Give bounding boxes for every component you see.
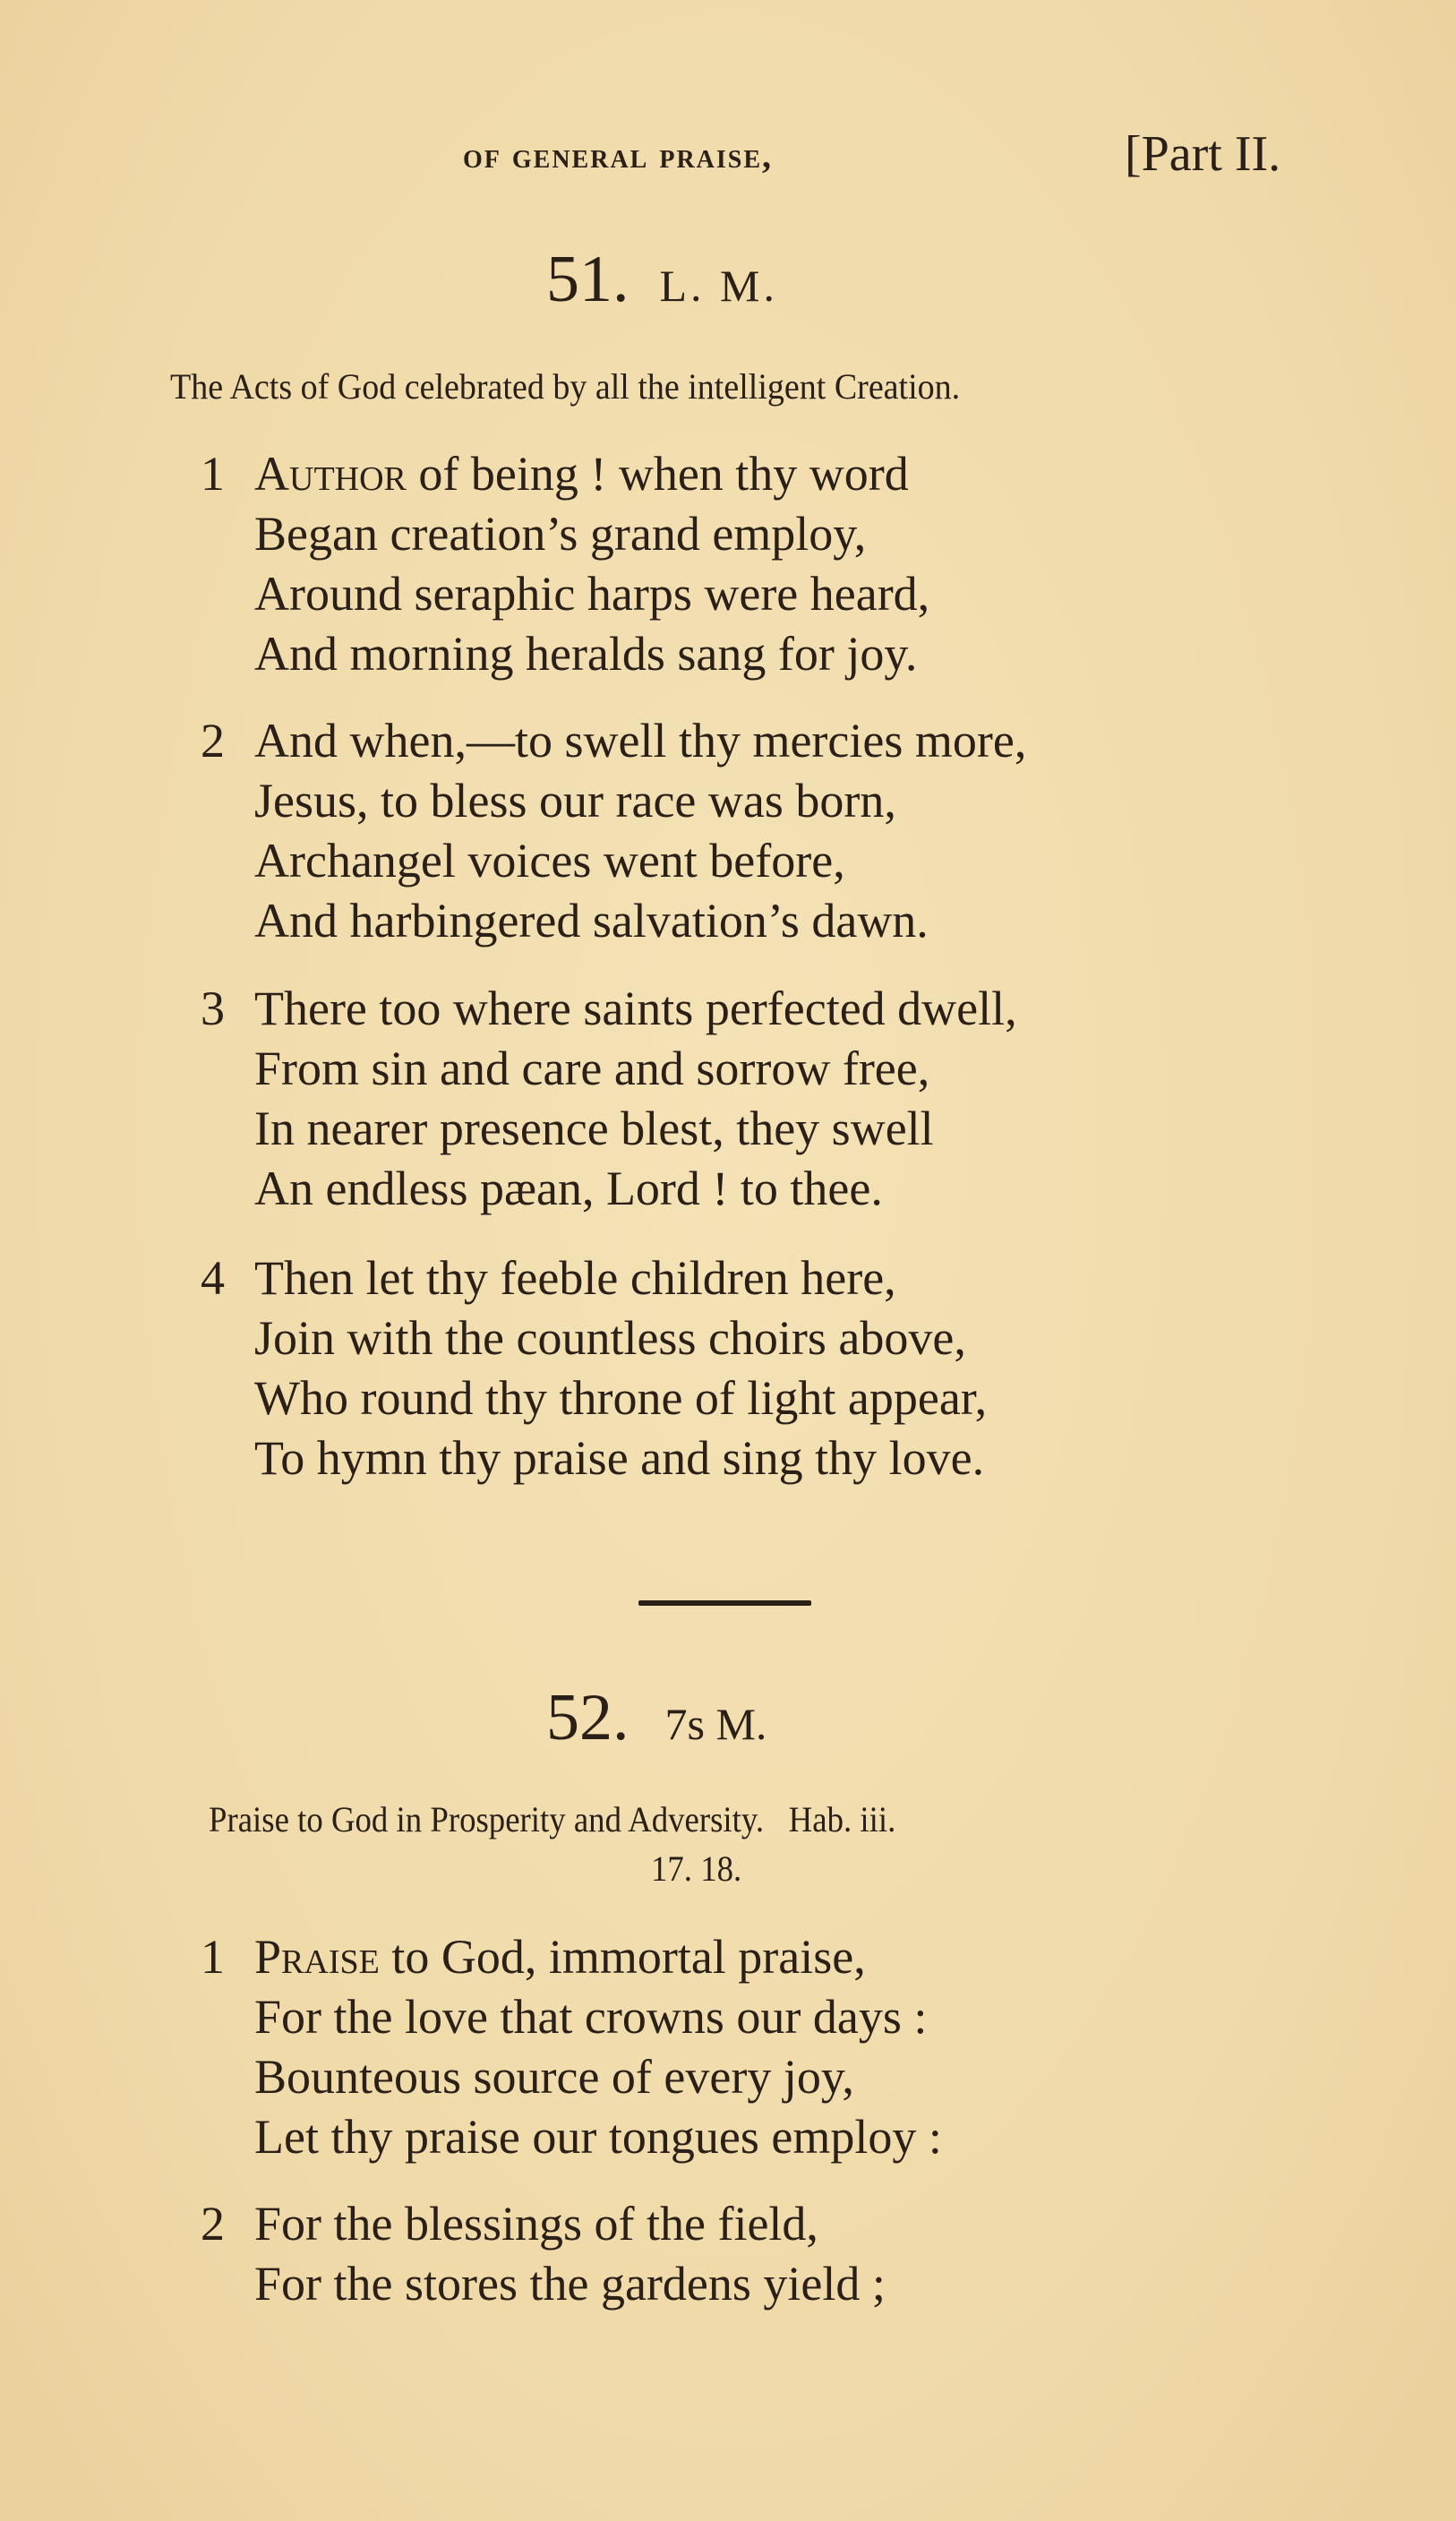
verse xyxy=(201,979,1017,1219)
verse-line: Bounteous source of every joy, xyxy=(254,2050,854,2104)
verse-line: And harbingered salvation’s dawn. xyxy=(254,894,929,948)
first-word: Author xyxy=(254,447,407,501)
verse-number: 3 xyxy=(201,982,225,1035)
verse-line: For the blessings of the field, xyxy=(254,2197,818,2251)
hymn-number: 51. xyxy=(546,243,630,316)
verse-line: Began creation’s grand employ, xyxy=(254,507,867,561)
hymn-number: 52. xyxy=(546,1681,630,1754)
verse-number: 4 xyxy=(201,1251,225,1305)
verse-number: 2 xyxy=(201,714,225,767)
verse xyxy=(201,444,929,684)
verse-line: From sin and care and sorrow free, xyxy=(254,1042,930,1095)
verse xyxy=(201,1927,942,2167)
verse-line: Let thy praise our tongues employ : xyxy=(254,2110,942,2164)
verse xyxy=(201,2194,886,2314)
hymn-subtitle-reference: 17. 18. xyxy=(651,1848,742,1889)
verse-line: An endless pæan, Lord ! to thee. xyxy=(254,1162,883,1215)
section-divider xyxy=(638,1600,811,1606)
verse-line: For the stores the gardens yield ; xyxy=(254,2257,886,2311)
line-text: of being ! when thy word xyxy=(406,447,909,501)
first-word: Praise xyxy=(254,1930,380,1984)
running-head-part: [Part II. xyxy=(1125,126,1281,182)
hymn-52-heading xyxy=(546,1680,767,1756)
hymn-meter: L. M. xyxy=(659,261,778,311)
verse-number: 1 xyxy=(201,1930,225,1984)
hymn-subtitle: Praise to God in Prosperity and Adversity. Hab. iii. xyxy=(209,1799,896,1839)
line-text: to God, immortal praise, xyxy=(379,1930,866,1984)
verse-line xyxy=(254,444,929,504)
verse-line: To hymn thy praise and sing thy love. xyxy=(254,1431,985,1485)
hymn-51-heading xyxy=(546,242,778,318)
verse-line xyxy=(254,1927,942,1987)
running-head-title: of general praise, xyxy=(463,135,774,176)
verse-line: And morning heralds sang for joy. xyxy=(254,627,918,681)
hymn-subtitle: The Acts of God celebrated by all the intelligent Creation. xyxy=(170,366,961,407)
verse-line: Archangel voices went before, xyxy=(254,834,845,887)
verse-line: In nearer presence blest, they swell xyxy=(254,1102,934,1155)
verse-line: Who round thy throne of light appear, xyxy=(254,1371,988,1425)
verse-number: 1 xyxy=(201,447,225,501)
verse-number: 2 xyxy=(201,2197,225,2251)
verse-line: And when,—to swell thy mercies more, xyxy=(254,714,1027,767)
verse-line: For the love that crowns our days : xyxy=(254,1990,928,2044)
verse-line: Then let thy feeble children here, xyxy=(254,1251,896,1305)
verse-line: Join with the countless choirs above, xyxy=(254,1311,966,1365)
verse xyxy=(201,1248,987,1488)
verse-line: Around seraphic harps were heard, xyxy=(254,567,930,621)
verse-line: There too where saints perfected dwell, xyxy=(254,982,1017,1035)
verse-line: Jesus, to bless our race was born, xyxy=(254,774,896,827)
hymn-meter: 7s M. xyxy=(664,1699,767,1749)
verse xyxy=(201,711,1026,951)
